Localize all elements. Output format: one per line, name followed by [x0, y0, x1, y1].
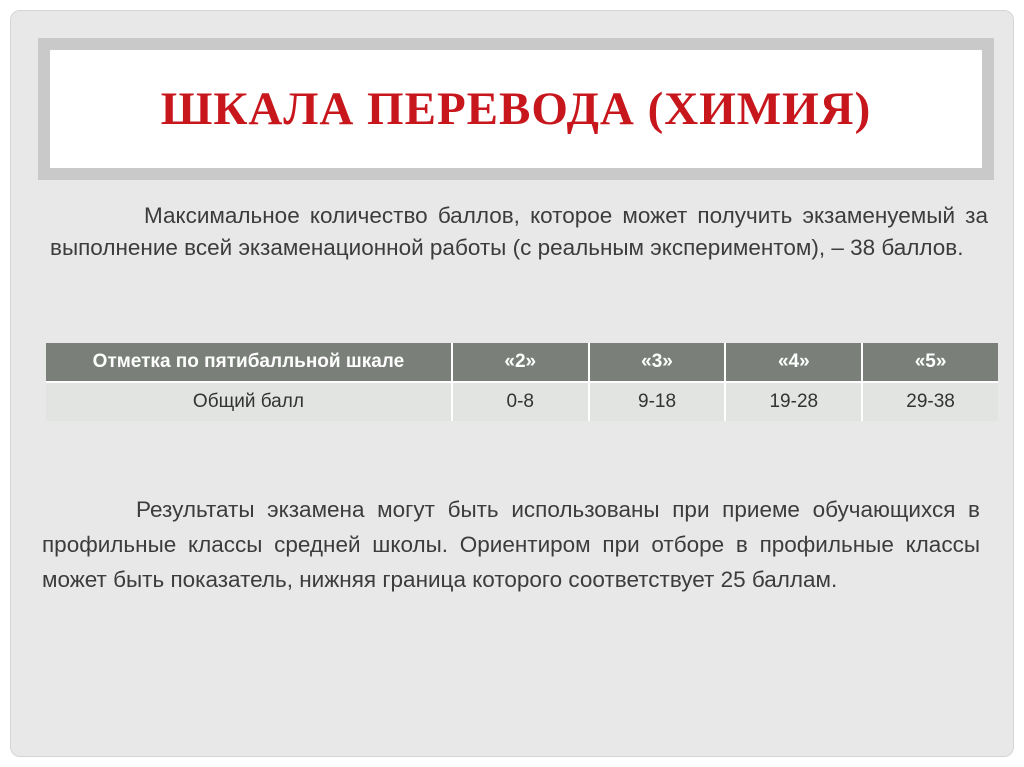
slide: [10, 10, 1014, 757]
slide-title: ШКАЛА ПЕРЕВОДА (ХИМИЯ): [160, 83, 872, 135]
title-frame: [38, 38, 994, 180]
max-score-paragraph: Максимальное количество баллов, которое может получить экзаменуемый за выполнение всей экзаменационной работы (с реальным экспериментом), – 38 баллов.: [50, 203, 988, 260]
score-conversion-table: [46, 343, 998, 421]
cell-range-grade-3: 9-18: [589, 382, 726, 421]
header-cell-grade-3: «3»: [589, 343, 726, 382]
cell-range-grade-4: 19-28: [725, 382, 862, 421]
cell-range-grade-2: 0-8: [452, 382, 589, 421]
table-header-row: [46, 343, 998, 382]
cell-range-grade-5: 29-38: [862, 382, 998, 421]
profile-classes-paragraph: Результаты экзамена могут быть использованы при приеме обучающихся в профильные классы средней школы. Ориентиром при отборе в профильные классы может быть показатель, нижняя граница которого соответствует 25 баллам.: [42, 497, 980, 592]
title-box: [50, 50, 982, 168]
header-cell-grade-5: «5»: [862, 343, 998, 382]
header-cell-grade-4: «4»: [725, 343, 862, 382]
header-cell-grade-2: «2»: [452, 343, 589, 382]
table-row: [46, 382, 998, 421]
cell-total-score-label: Общий балл: [46, 382, 452, 421]
header-cell-grade-scale: Отметка по пятибалльной шкале: [46, 343, 452, 382]
